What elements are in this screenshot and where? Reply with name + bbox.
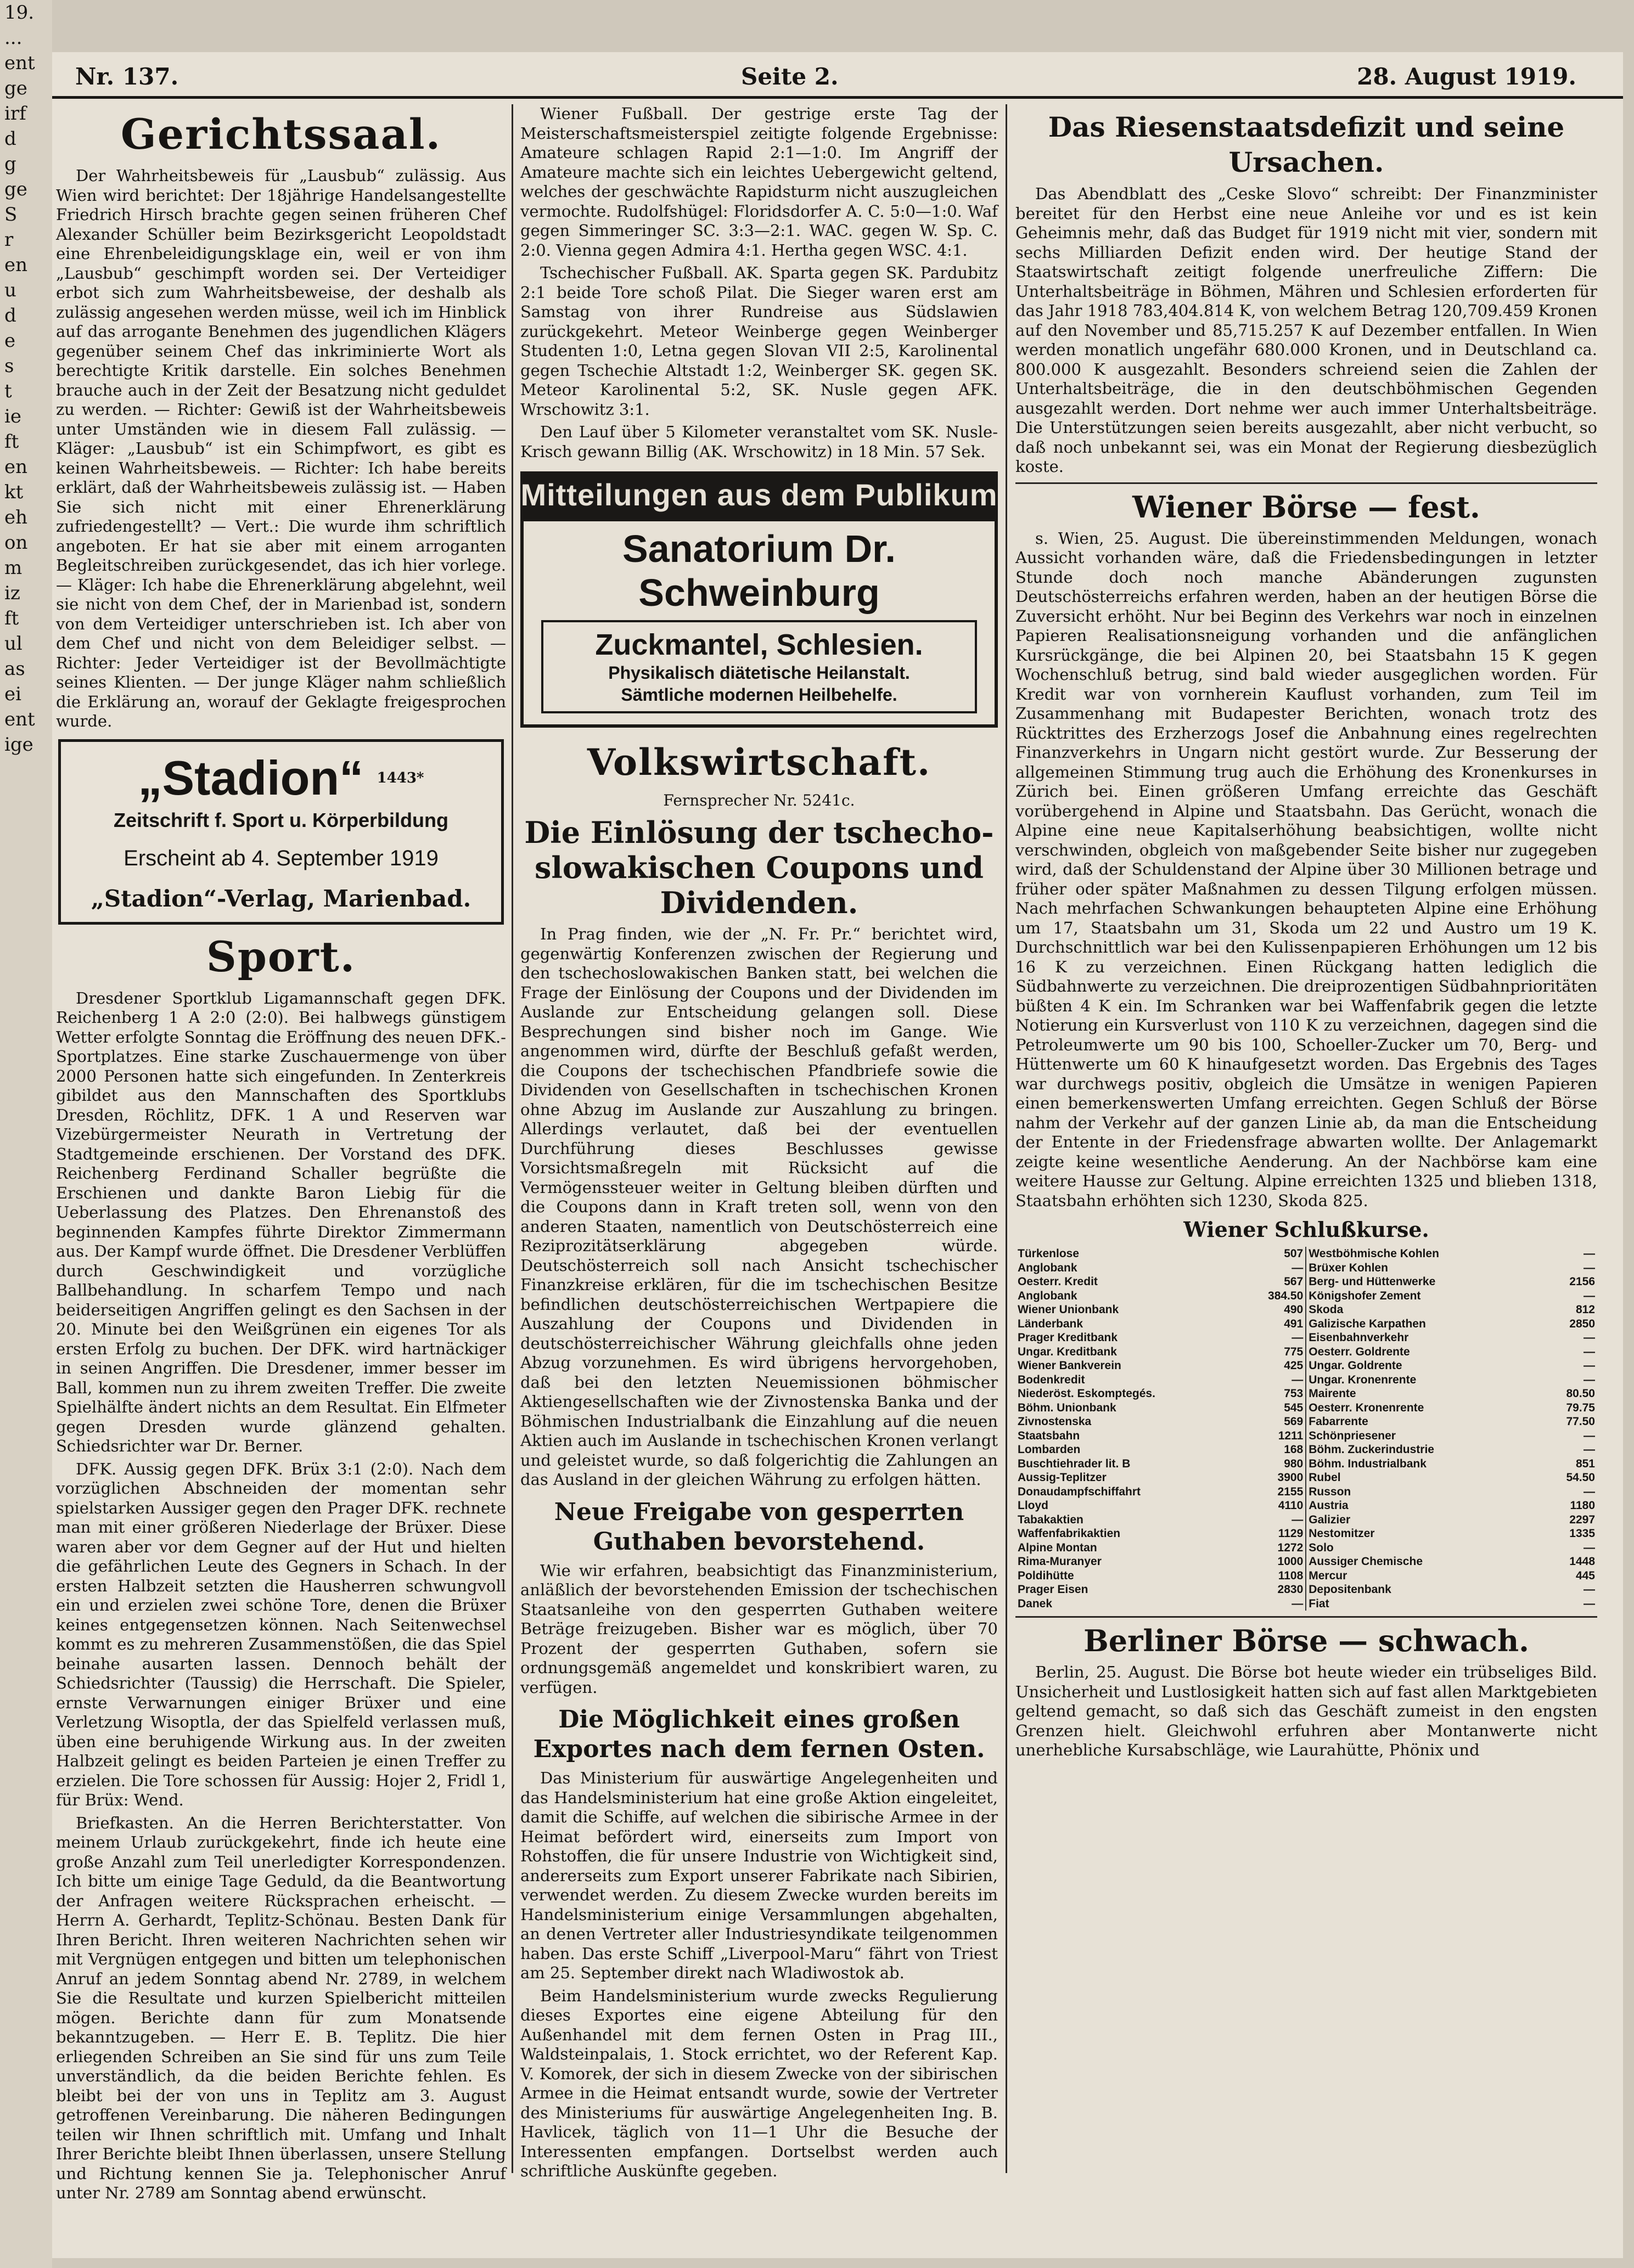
quote-row (1306, 1583, 1597, 1597)
security-price: 1129 (1242, 1527, 1306, 1541)
security-price: — (1584, 1443, 1595, 1456)
security-name: Oesterr. Goldrente (1309, 1345, 1410, 1358)
security-price: — (1584, 1247, 1595, 1260)
security-price: 2830 (1242, 1583, 1306, 1597)
security-name: Poldihütte (1018, 1569, 1074, 1582)
quote-row (1306, 1275, 1597, 1289)
edge-fragment: iz (4, 582, 20, 604)
sanatorium-title: Sanatorium Dr. Schweinburg (622, 527, 896, 614)
adjacent-page-edge (0, 0, 52, 2268)
security-name: Ungar. Kronenrente (1309, 1373, 1417, 1386)
security-name: Prager Kreditbank (1018, 1331, 1118, 1344)
column-divider (1006, 104, 1007, 2173)
header-rule (52, 96, 1623, 99)
security-name: Rima-Muranyer (1018, 1555, 1102, 1568)
quote-row (1015, 1555, 1306, 1569)
stadion-subtitle: Zeitschrift f. Sport u. Körperbildung (114, 808, 448, 831)
quote-row (1306, 1513, 1597, 1527)
quote-row (1306, 1499, 1597, 1513)
quote-row (1306, 1359, 1597, 1373)
quote-row (1306, 1555, 1597, 1569)
security-name: Depositenbank (1309, 1583, 1391, 1596)
security-name: Zivnostenska (1018, 1415, 1092, 1428)
paragraph: Berlin, 25. August. Die Börse bot heute wieder ein trübseliges Bild. Unsicherheit und Lustlosigkeit hatten sich auf fast allen Marktgebieten geltend gemacht, so daß sich das Geschäft zumeist in den engsten Grenzen hielt. Gleichwohl erfuhren aber Montanwerte nicht unerhebliche Kursabschläge, wie Laurahütte, Phönix und (1015, 1663, 1597, 1759)
publikum-banner: Mitteilungen aus dem Publikum (520, 471, 998, 518)
quote-row (1306, 1457, 1597, 1471)
column-left (56, 104, 506, 2202)
security-price: 1000 (1242, 1555, 1306, 1569)
security-price: 775 (1242, 1345, 1306, 1359)
security-name: Ungar. Goldrente (1309, 1359, 1402, 1372)
page-header (52, 58, 1623, 102)
security-price: — (1584, 1583, 1595, 1596)
quote-row (1015, 1597, 1306, 1611)
security-price: 4110 (1242, 1499, 1306, 1513)
security-price: 1180 (1570, 1499, 1595, 1512)
security-price: — (1242, 1373, 1306, 1387)
edge-fragment: d (4, 305, 16, 327)
edge-fragment: g (4, 153, 16, 175)
security-name: Königshofer Zement (1309, 1289, 1421, 1302)
security-name: Russon (1309, 1485, 1351, 1498)
einloesung-article (520, 925, 998, 1490)
edge-fragment: ent (4, 52, 35, 74)
security-name: Böhm. Unionbank (1018, 1401, 1116, 1414)
security-price: 1108 (1242, 1569, 1306, 1583)
quote-row (1015, 1317, 1306, 1331)
quote-row (1015, 1345, 1306, 1359)
volkswirtschaft-heading: Volkswirtschaft. (587, 741, 931, 784)
issue-date: 28. August 1919. (1357, 63, 1576, 90)
security-name: Länderbank (1018, 1317, 1083, 1330)
wiener-borse-heading: Wiener Börse — fest. (1132, 489, 1480, 525)
security-name: Lombarden (1018, 1443, 1081, 1456)
edge-fragment: d (4, 128, 16, 150)
quote-row (1015, 1247, 1306, 1261)
quote-row (1306, 1247, 1597, 1261)
gerichtssaal-heading: Gerichtssaal. (120, 110, 442, 159)
edge-fragment: m (4, 557, 23, 579)
edge-fragment: 19. (4, 2, 35, 24)
ad-code: 1443* (377, 769, 424, 786)
quote-row (1306, 1527, 1597, 1541)
quote-row (1015, 1275, 1306, 1289)
security-name: Galizische Karpathen (1309, 1317, 1426, 1330)
security-name: Fiat (1309, 1597, 1329, 1610)
freigabe-article (520, 1561, 998, 1698)
quote-row (1306, 1429, 1597, 1443)
column-right (1015, 104, 1597, 2179)
security-name: Buschtiehrader lit. B (1018, 1457, 1131, 1470)
quote-row (1306, 1387, 1597, 1401)
security-price: — (1584, 1261, 1595, 1274)
security-price: 851 (1575, 1457, 1595, 1470)
security-price: 2155 (1242, 1485, 1306, 1499)
quote-row (1015, 1443, 1306, 1457)
security-price: — (1584, 1541, 1595, 1554)
page-number: Seite 2. (741, 63, 839, 90)
edge-fragment: eh (4, 506, 28, 528)
security-price: 77.50 (1566, 1415, 1595, 1428)
quote-row (1306, 1569, 1597, 1583)
quote-row (1306, 1331, 1597, 1345)
security-price: 567 (1242, 1275, 1306, 1289)
section-rule (1015, 482, 1597, 484)
quote-row (1306, 1541, 1597, 1555)
security-name: Anglobank (1018, 1261, 1077, 1274)
security-name: Türkenlose (1018, 1247, 1080, 1260)
edge-fragment: en (4, 254, 28, 276)
security-name: Oesterr. Kronenrente (1309, 1401, 1424, 1414)
quote-row (1306, 1415, 1597, 1429)
quote-row (1015, 1485, 1306, 1499)
security-name: Mercur (1309, 1569, 1347, 1582)
security-price: — (1584, 1345, 1595, 1358)
sanatorium-advertisement (520, 518, 998, 728)
schlusskurse-heading: Wiener Schlußkurse. (1183, 1217, 1429, 1242)
berliner-borse-heading: Berliner Börse — schwach. (1083, 1623, 1529, 1658)
paragraph: Beim Handelsministerium wurde zwecks Regulierung dieses Exportes eine eigene Abteilung für den Außenhandel mit dem fernen Osten in Prag III., Waldsteinpalais, 1. Stock errichtet, wo der Referent Kap. V. Komorek, der sich in diesem Zwecke von der sibirischen Armee in die Heimat entsandt wurde, sowie der Vertreter des Ministeriums für auswärtige Angelegenheiten Ing. B. Havlicek, täglich von 11—1 Uhr die Besuche der Interessenten empfangen. Dortselbst werden auch schriftliche Auskünfte gegeben. (520, 1986, 998, 2180)
security-name: Bodenkredit (1018, 1373, 1085, 1386)
quote-row (1306, 1303, 1597, 1317)
stadion-title (66, 752, 496, 804)
security-price: 3900 (1242, 1471, 1306, 1485)
quote-row (1015, 1289, 1306, 1303)
security-price: 980 (1242, 1457, 1306, 1471)
edge-fragment: S (4, 204, 18, 226)
edge-fragment: r (4, 229, 14, 251)
stadion-advertisement (58, 739, 504, 925)
edge-fragment: ft (4, 431, 19, 453)
security-name: Waffenfabrikaktien (1018, 1527, 1121, 1540)
security-price: — (1242, 1597, 1306, 1611)
security-name: Schönpriesener (1309, 1429, 1396, 1442)
paragraph: Wiener Fußball. Der gestrige erste Tag der Meisterschaftsmeisterspiel zeitigte folgende Ergebnisse: Amateure schlagen Rapid 2:1—1:0. Im Angriff der Amateure machte sich ein leichtes Uebergewicht geltend, welches der geschwächte Rapidsturm nicht auszugleichen vermochte. Rudolfshügel: Floridsdorfer A. C. 5:0—1:0. Waf gegen Simmeringer SC. 3:3—2:1. WAC. gegen W. Sp. C. 2:0. Vienna gegen Admira 4:1. Hertha gegen WSC. 4:1. (520, 104, 998, 260)
security-name: Donaudampfschiffahrt (1018, 1485, 1141, 1498)
sanatorium-details (541, 620, 977, 713)
quote-row (1306, 1261, 1597, 1275)
quote-row (1306, 1471, 1597, 1485)
paragraph: s. Wien, 25. August. Die übereinstimmenden Meldungen, wonach Aussicht vorhanden wäre, daß die Friedensbedingungen in letzter Stunde doch noch manche Abänderungen zugunsten Deutschösterreichs erfahren werden, haben an der heutigen Börse die Zuversicht erhöht. Nur bei Beginn des Verkehrs war noch in einzelnen Papieren Realisationsneigung vorhanden und die anfänglichen Kursrückgänge, die bei Alpinen 20, bei Staatsbahn 15 K gegen Wochenschluß betrug, sind bald wieder ausgeglichen worden. Für Kredit war von vornherein Kauflust vorhanden, zum Teil im Zusammenhang mit Budapester Berichten, wonach trotz des Rücktrittes des Erzherzogs Josef die Anbahnung eines regelrechten Finanzverkehrs in Ungarn nicht gestört wurde. Zur Besserung der allgemeinen Stimmung trug auch die Erhöhung des Kronenkurses in Zürich bei. Einen größeren Umfang erreichte das Geschäft vorübergehend in Alpine und Staatsbahn. Das Gerücht, wonach die Alpine eine neue Kapitalserhöhung beabsichtigen, wollte nicht verschwinden, obgleich von maßgebender Seite bisher nur zugegeben wird, daß der Schuldenstand der Alpine über 30 Millionen betrage und früher oder später Maßnahmen zu dessen Tilgung erfolgen müssen. Nach mehrfachen Schwankungen behaupteten Alpine eine Erhöhung um 17, Staatsbahn um 31, Skoda um 22 und Austro um 19 K. Durchschnittlich war bei den Kulissenpapieren Erhöhungen um 12 bis 16 K zu verzeichnen. Einen Rückgang hatten lediglich die Südbahnwerte zu verzeichnen. Die dreiprozentigen Südbahnprioritäten büßten 4 K ein. Im Schranken war bei Waffenfabrik gegen die letzte Notierung ein Kursverlust von 110 K zu verzeichnen, dagegen sind die Petroleumwerte um 90 bis 100, Schoeller-Zucker um 70, Berg- und Hüttenwerte um 60 K hinaufgesetzt worden. Das Ergebnis des Tages war durchwegs positiv, obgleich die Umsätze in wenigen Papieren einen bemerkenswerten Umfang erreichten. Gegen Schluß der Börse nahm der Verkehr auf der ganzen Linie ab, da man die Entscheidung der Entente in der Friedensfrage abwarten wollte. Der Anlagemarkt zeigte keine wesentliche Aenderung. An der Nachbörse kam eine weitere Hausse zur Geltung. Alpine erreichten 1325 und blieben 1318, Staatsbahn erhöhten sich 1230, Skoda 825. (1015, 528, 1597, 1210)
security-price: — (1584, 1373, 1595, 1386)
paragraph: Das Ministerium für auswärtige Angelegenheiten und das Handelsministerium hat eine große Aktion eingeleitet, damit die Schiffe, auf welchen die sibirische Armee in der Heimat befördert wird, einerseits zum Import von Rohstoffen, die für unsere Industrie von Wichtigkeit sind, andererseits zum Export unserer Fabrikate nach Sibirien, verwendet werden. Zu diesem Zwecke wurden bereits im Handelsministerium einige Versammlungen abgehalten, an denen Vertreter aller Industriesyndikate teilgenommen haben. Das erste Schiff „Liverpool-Maru“ fährt von Triest am 25. September direkt nach Wladiwostok ab. (520, 1769, 998, 1982)
quote-row (1015, 1583, 1306, 1597)
security-price: — (1584, 1359, 1595, 1372)
security-price: — (1242, 1513, 1306, 1527)
security-name: Galizier (1309, 1513, 1351, 1526)
edge-fragment: t (4, 380, 12, 402)
quote-row (1306, 1401, 1597, 1415)
sanatorium-line-2: Sämtliche modernen Heilbehelfe. (621, 685, 897, 705)
export-article (520, 1769, 998, 2181)
security-price: — (1584, 1597, 1595, 1610)
wiener-borse-article (1015, 529, 1597, 1211)
quote-row (1306, 1317, 1597, 1331)
security-price: 1335 (1569, 1527, 1595, 1540)
security-price: 569 (1242, 1415, 1306, 1429)
berliner-borse-article (1015, 1663, 1597, 1760)
defizit-article (1015, 184, 1597, 477)
security-price: 490 (1242, 1303, 1306, 1317)
security-name: Ungar. Kreditbank (1018, 1345, 1117, 1358)
security-name: Skoda (1309, 1303, 1344, 1316)
edge-fragment: ... (4, 27, 23, 49)
quotes-left (1015, 1247, 1306, 1611)
quote-row (1015, 1387, 1306, 1401)
quote-row (1015, 1429, 1306, 1443)
security-price: — (1584, 1485, 1595, 1498)
security-name: Eisenbahnverkehr (1309, 1331, 1409, 1344)
edge-fragment: on (4, 532, 28, 554)
edge-fragment: ge (4, 178, 27, 200)
security-price: 384.50 (1242, 1289, 1306, 1303)
quote-row (1015, 1527, 1306, 1541)
gerichtssaal-article (56, 166, 506, 731)
export-heading: Die Möglichkeit eines großen Exportes nach dem fernen Osten. (533, 1706, 985, 1763)
column-middle (520, 104, 998, 2179)
paragraph: Das Abendblatt des „Ceske Slovo“ schreibt: Der Finanzminister bereitet für den Herbst eine neue Anleihe vor und es ist kein Geheimnis mehr, daß das Budget für 1919 nicht mit vier, sondern mit sechs Milliarden Defizit enden wird. Der heutige Stand der Staatswirtschaft zeitigt folgende unerfreuliche Ziffern: Die Unterhaltsbeiträge in Böhmen, Mähren und Schlesien erforderten für das Jahr 1918 783,404.814 K, von welchem Betrag 120,709.459 Kronen auf den November und 85,715.257 K auf Dezember entfallen. In Wien werden monatlich ungefähr 680.000 Kronen, und in Deutschland ca. 800.000 K ausgezahlt. Besonders schreiend seien die Zahlen der Unterhaltsbeiträge, die in den deutschböhmischen Gegenden ausgezahlt werden. Dort nehme wer auch immer Unterhaltsbeiträge. Die Unterstützungen seien bereits ausgezahlt, aber nicht verbucht, so daß noch unbekannt sei, was ein Monat der Regierung diesbezüglich koste. (1015, 184, 1597, 476)
einloesung-heading: Die Einlösung der tschecho-slowakischen Coupons und Dividenden. (524, 815, 994, 920)
paragraph: Dresdener Sportklub Ligamannschaft gegen DFK. Reichenberg 1 A 2:0 (2:0). Bei halbwegs günstigem Wetter erfolgte Sonntag die Eröffnung des neuen DFK.-Sportplatzes. Eine starke Zuschauermenge von über 2000 Personen hatte sich eingefunden. In Zenterkreis gibildet aus den Mannschaften des Sportklubs Dresden, Röchlitz, DFK. 1 A und Reserven war Vizebürgermeister Neurath in Vertretung der Stadtgemeinde erschienen. Der Vorstand des DFK. Reichenberg Ferdinand Schaller begrüßte die Erschienen und dankte Baron Liebig für die Ueberlassung des Platzes. Den Ehrenanstoß des beginnenden Kampfes führte Direktor Zimmermann aus. Der Kampf wurde öffnet. Die Dresdener Verblüffen durch Geschwindigkeit und vorzügliche Ballbehandlung. In scharfem Tempo und nach beiderseitigen Angriffen gelingt es den Sachsen in der 20. Minute bei den Weißgrünen ein eigenes Tor als ersten Erfolg zu buchen. Der DFK. wird hartnäckiger in seinen Angriffen. Die Dresdener, immer besser im Ball, kommen nun zu ihrem zweiten Treffer. Die zweite Spielhälfte ändert nichts an dem Resultat. Ein Elfmeter gegen Dresden wurde glänzend gehalten. Schiedsrichter war Dr. Berner. (56, 988, 506, 1455)
edge-fragment: ul (4, 633, 23, 655)
security-price: 545 (1242, 1401, 1306, 1415)
security-price: 79.75 (1566, 1401, 1595, 1414)
quotes-right (1306, 1247, 1597, 1611)
quote-row (1015, 1331, 1306, 1345)
security-price: 168 (1242, 1443, 1306, 1457)
quote-row (1015, 1513, 1306, 1527)
stadion-publisher: „Stadion“-Verlag, Marienbad. (91, 885, 471, 912)
security-price: 1448 (1569, 1555, 1595, 1568)
paragraph: Tschechischer Fußball. AK. Sparta gegen SK. Pardubitz 2:1 beide Tore schoß Pilat. Die Sieger waren erst am Samstag von ihrer Rundreise aus Südslawien zurückgekehrt. Meteor Weinberge gegen Weinberger Studenten 1:0, Letna gegen Slovan VII 2:5, Karolinental gegen Tschechie Altstadt 1:2, Weinberger SK. gegen SK. Meteor Karolinental 5:2, SK. Nusle gegen AFK. Wrschowitz 3:1. (520, 263, 998, 419)
quote-row (1015, 1569, 1306, 1583)
security-name: Rubel (1309, 1471, 1341, 1484)
edge-fragment: ei (4, 683, 21, 705)
security-price: — (1584, 1331, 1595, 1344)
paragraph: Wie wir erfahren, beabsichtigt das Finanzministerium, anläßlich der bevorstehenden Emission der tschechischen Staatsanleihe von den gesperrten Guthaben weitere Beträge freizugeben. Bisher war es möglich, über 70 Prozent der gesperrten Guthaben, sofern sie ordnungsgemäß angemeldet und konskribiert waren, zu verfügen. (520, 1561, 998, 1697)
quote-row (1015, 1401, 1306, 1415)
stadion-date: Erscheint ab 4. September 1919 (123, 846, 439, 870)
quote-row (1306, 1597, 1597, 1611)
security-name: Tabakaktien (1018, 1513, 1083, 1526)
security-name: Nestomitzer (1309, 1527, 1375, 1540)
sport-heading: Sport. (206, 932, 356, 981)
edge-fragment: e (4, 330, 16, 352)
security-price: — (1242, 1261, 1306, 1275)
edge-fragment: s (4, 355, 14, 377)
edge-fragment: as (4, 658, 25, 680)
security-name: Aussiger Chemische (1309, 1555, 1423, 1568)
quote-row (1306, 1289, 1597, 1303)
security-price: 425 (1242, 1359, 1306, 1373)
quote-row (1306, 1443, 1597, 1457)
security-name: Westböhmische Kohlen (1309, 1247, 1439, 1260)
security-price: 2156 (1569, 1275, 1595, 1288)
security-price: 1211 (1242, 1429, 1306, 1443)
paragraph: DFK. Aussig gegen DFK. Brüx 3:1 (2:0). Nach dem vorzüglichen Abschneiden der momentan sehr spielstarken Aussiger gegen den Prager DFK. rechnete man mit einer größeren Niederlage der Brüxer. Diese waren aber vor dem Gegner auf der Hut und hielten die gefährlichen Leute des Gegners in Schach. In der ersten Halbzeit setzten die Hausherren schwungvoll ein und erzielen zwei schöne Tore, denen die Brüxer keines entgegensetzen können. Nach Seitenwechsel kommt es zu mehreren Zusammenstößen, die das Spiel beinahe ausarten lassen. Dennoch behält der Schiedsrichter (Taussig) die Herrschaft. Die Spieler, ernste Verwarnungen einiger Brüxer und eine Verletzung Wisoptla, der das Spielfeld verlassen muß, üben eine beruhigende Wirkung aus. In der zweiten Halbzeit gelingt es beiden Parteien je einen Treffer zu erzielen. Die Tore schossen für Aussig: Hojer 2, Fridl 1, für Brüx: Wend. (56, 1459, 506, 1809)
edge-fragment: ent (4, 708, 35, 730)
security-price: 1272 (1242, 1541, 1306, 1555)
security-name: Oesterr. Kredit (1018, 1275, 1098, 1288)
paragraph: Der Wahrheitsbeweis für „Lausbub“ zulässig. Aus Wien wird berichtet: Der 18jährige Handelsangestellte Friedrich Hirsch brachte gegen seinen früheren Chef Alexander Schüller beim Bezirksgericht Leopoldstadt eine Ehrenbeleidigungsklage ein, weil er von ihm „Lausbub“ geschimpft worden sei. Der Verteidiger erbot sich zum Wahrheitsbeweise, der deshalb als zulässig angesehen werden müsse, weil ich im Hinblick auf das arrogante Benehmen des jugendlichen Klägers gegenüber seinem Chef das inkriminierte Wort als berechtigte Kritik darstelle. Ein solches Benehmen brauche auch in der Zeit der Besatzung nicht geduldet zu werden. — Richter: Gewiß ist der Wahrheitsbeweis unter Umständen wie in diesem Fall zulässig. — Kläger: „Lausbub“ ist ein Schimpfwort, es gibt es keinen Wahrheitsbeweis. — Richter: Ich habe bereits erklärt, daß der Wahrheitsbeweis zulässig ist. — Haben Sie sich nicht mit einer Ehrenerklärung zufriedengestellt? — Vert.: Die wurde ihm schriftlich angeboten. Er hat sie aber mit einem arroganten Begleitschreiben zurückgesendet, das ich hier vorlege. — Kläger: Ich habe die Ehrenerklärung abgelehnt, weil sie nicht von dem Chef, der in Marienbad ist, sondern von dem Verteidiger unterschrieben ist. Ich aber von dem Chef und nicht von dem Beleidiger selbst. — Richter: Jeder Verteidiger ist der Bevollmächtigte seines Klienten. — Der junge Kläger nahm schließlich die Erklärung an, worauf der Geklagte freigesprochen wurde. (56, 166, 506, 730)
defizit-heading: Das Riesenstaatsdefizit und seine Ursachen. (1048, 111, 1565, 178)
security-price: 812 (1575, 1303, 1595, 1316)
security-name: Anglobank (1018, 1289, 1077, 1302)
security-name: Brüxer Kohlen (1309, 1261, 1388, 1274)
quote-row (1015, 1303, 1306, 1317)
security-price: 491 (1242, 1317, 1306, 1331)
paragraph: In Prag finden, wie der „N. Fr. Pr.“ berichtet wird, gegenwärtig Konferenzen zwischen der Regierung und den tschechoslowakischen Banken statt, bei welchen die Frage der Einlösung der Coupons und der Dividenden im Auslande zur Entscheidung gelangen soll. Diese Besprechungen sind bisher noch im Gange. Wie angenommen wird, dürfte der Beschluß gefaßt werden, die Coupons der tschechischen Pfandbriefe sowie die Dividenden von Gesellschaften in tschechischen Kronen ohne Abzug im Auslande zur Auszahlung zu bringen. Allerdings verlautet, daß bei der eventuellen Durchführung dieses Beschlusses gewisse Vorsichtsmaßregeln mit Rücksicht auf die Vermögenssteuer weiter in Geltung bleiben dürften und die Coupons dann in Kraft treten soll, wenn von den anderen Staaten, namentlich von Deutschösterreich eine Reziprozitätserklärung abgegeben würde. Deutschösterreich soll nach Ansicht tschechischer Finanzkreise erklären, für die im tschechischen Besitze befindlichen deutschösterreichischen Wertpapiere die Auszahlung der Coupons und Dividenden in deutschösterreichischer Währung gleichfalls ohne jeden Abzug vorzunehmen. Es wird übrigens hervorgehoben, daß bei den letzten Neuemissionen böhmischer Aktiengesellschaften wie der Zivnostenska Banka und der Böhmischen Industrialbank die Einzahlung auf die neuen Aktien auch im Auslande in tschechischen Kronen verlangt und geleistet wurde, so daß folgerichtig die Zahlungen an das Ausland in der gleichen Währung zu erfolgen hätten. (520, 925, 998, 1489)
paragraph: Den Lauf über 5 Kilometer veranstaltet vom SK. Nusle-Krisch gewann Billig (AK. Wrschowitz) in 18 Min. 57 Sek. (520, 423, 998, 461)
security-name: Danek (1018, 1597, 1053, 1610)
security-name: Prager Eisen (1018, 1583, 1088, 1596)
security-price: 507 (1242, 1247, 1306, 1261)
security-name: Niederöst. Eskomptegés. (1018, 1387, 1155, 1400)
issue-number: Nr. 137. (75, 63, 179, 90)
section-rule (1015, 1616, 1597, 1618)
edge-fragment: ie (4, 406, 21, 427)
security-name: Wiener Unionbank (1018, 1303, 1119, 1316)
security-price: — (1242, 1331, 1306, 1345)
paragraph: Briefkasten. An die Herren Berichterstatter. Von meinem Urlaub zurückgekehrt, finde ich heute eine große Anzahl zum Teil unerledigter Korrespondenzen. Ich bitte um einige Tage Geduld, da die Beantwortung der Anfragen weitere Rücksprachen erheischt. — Herrn A. Gerhardt, Teplitz-Schönau. Besten Dank für Ihren Bericht. Ihren weiteren Nachrichten sehen wir mit Vergnügen entgegen und bitten um telephonischen Anruf an jedem Sonntag abend Nr. 2789, in welchem Sie die Resultate und kurzen Spielbericht mitteilen mögen. Berichte dann für zum Monatsende bekanntzugeben. — Herr E. B. Teplitz. Die hier erliegenden Schreiben an Sie sind für uns zum Teile unverständlich, da die beiden Berichte fehlen. Es bleibt bei der von uns in Teplitz am 3. August getroffenen Vereinbarung. Die näheren Bedingungen teilen wir Ihnen schriftlich mit. Umfang und Inhalt Ihrer Berichte bleibt Ihnen überlassen, unsere Stellung und Richtung kennen Sie ja. Telephonischer Anruf unter Nr. 2789 am Sonntag abend erwünscht. (56, 1813, 506, 2202)
security-price: — (1584, 1289, 1595, 1302)
security-name: Böhm. Zuckerindustrie (1309, 1443, 1434, 1456)
volkswirtschaft-phone: Fernsprecher Nr. 5241c. (663, 791, 855, 809)
security-name: Böhm. Industrialbank (1309, 1457, 1427, 1470)
quote-row (1015, 1359, 1306, 1373)
edge-fragment: kt (4, 481, 24, 503)
quote-row (1015, 1415, 1306, 1429)
security-name: Alpine Montan (1018, 1541, 1097, 1554)
security-price: 445 (1575, 1569, 1595, 1582)
fussball-article (520, 104, 998, 462)
security-name: Austria (1309, 1499, 1349, 1512)
security-price: 54.50 (1566, 1471, 1595, 1484)
security-price: 753 (1242, 1387, 1306, 1401)
quote-row (1015, 1457, 1306, 1471)
stadion-name: „Stadion“ (138, 750, 364, 805)
security-name: Mairente (1309, 1387, 1356, 1400)
schlusskurse-table (1015, 1247, 1597, 1611)
quote-row (1015, 1373, 1306, 1387)
quote-row (1015, 1471, 1306, 1485)
security-name: Berg- und Hüttenwerke (1309, 1275, 1436, 1288)
security-price: 2297 (1569, 1513, 1595, 1526)
edge-fragment: ige (4, 734, 33, 756)
quote-row (1015, 1499, 1306, 1513)
quote-row (1306, 1485, 1597, 1499)
quote-row (1015, 1261, 1306, 1275)
security-name: Wiener Bankverein (1018, 1359, 1121, 1372)
security-price: 2850 (1569, 1317, 1595, 1330)
quote-row (1306, 1373, 1597, 1387)
freigabe-heading: Neue Freigabe von gesperrten Guthaben bevorstehend. (554, 1498, 964, 1556)
column-divider (512, 104, 513, 2173)
quote-row (1015, 1541, 1306, 1555)
security-price: — (1584, 1429, 1595, 1442)
edge-fragment: ft (4, 607, 19, 629)
quote-row (1306, 1345, 1597, 1359)
edge-fragment: u (4, 279, 16, 301)
security-name: Solo (1309, 1541, 1334, 1554)
security-price: 80.50 (1566, 1387, 1595, 1400)
security-name: Aussig-Teplitzer (1018, 1471, 1107, 1484)
security-name: Lloyd (1018, 1499, 1048, 1512)
security-name: Staatsbahn (1018, 1429, 1080, 1442)
sanatorium-city: Zuckmantel, Schlesien. (595, 628, 923, 661)
edge-fragment: ge (4, 77, 27, 99)
sanatorium-line-1: Physikalisch diätetische Heilanstalt. (608, 663, 910, 683)
edge-fragment: en (4, 456, 28, 478)
sport-article (56, 989, 506, 2203)
edge-fragment: irf (4, 103, 26, 125)
security-name: Fabarrente (1309, 1415, 1368, 1428)
